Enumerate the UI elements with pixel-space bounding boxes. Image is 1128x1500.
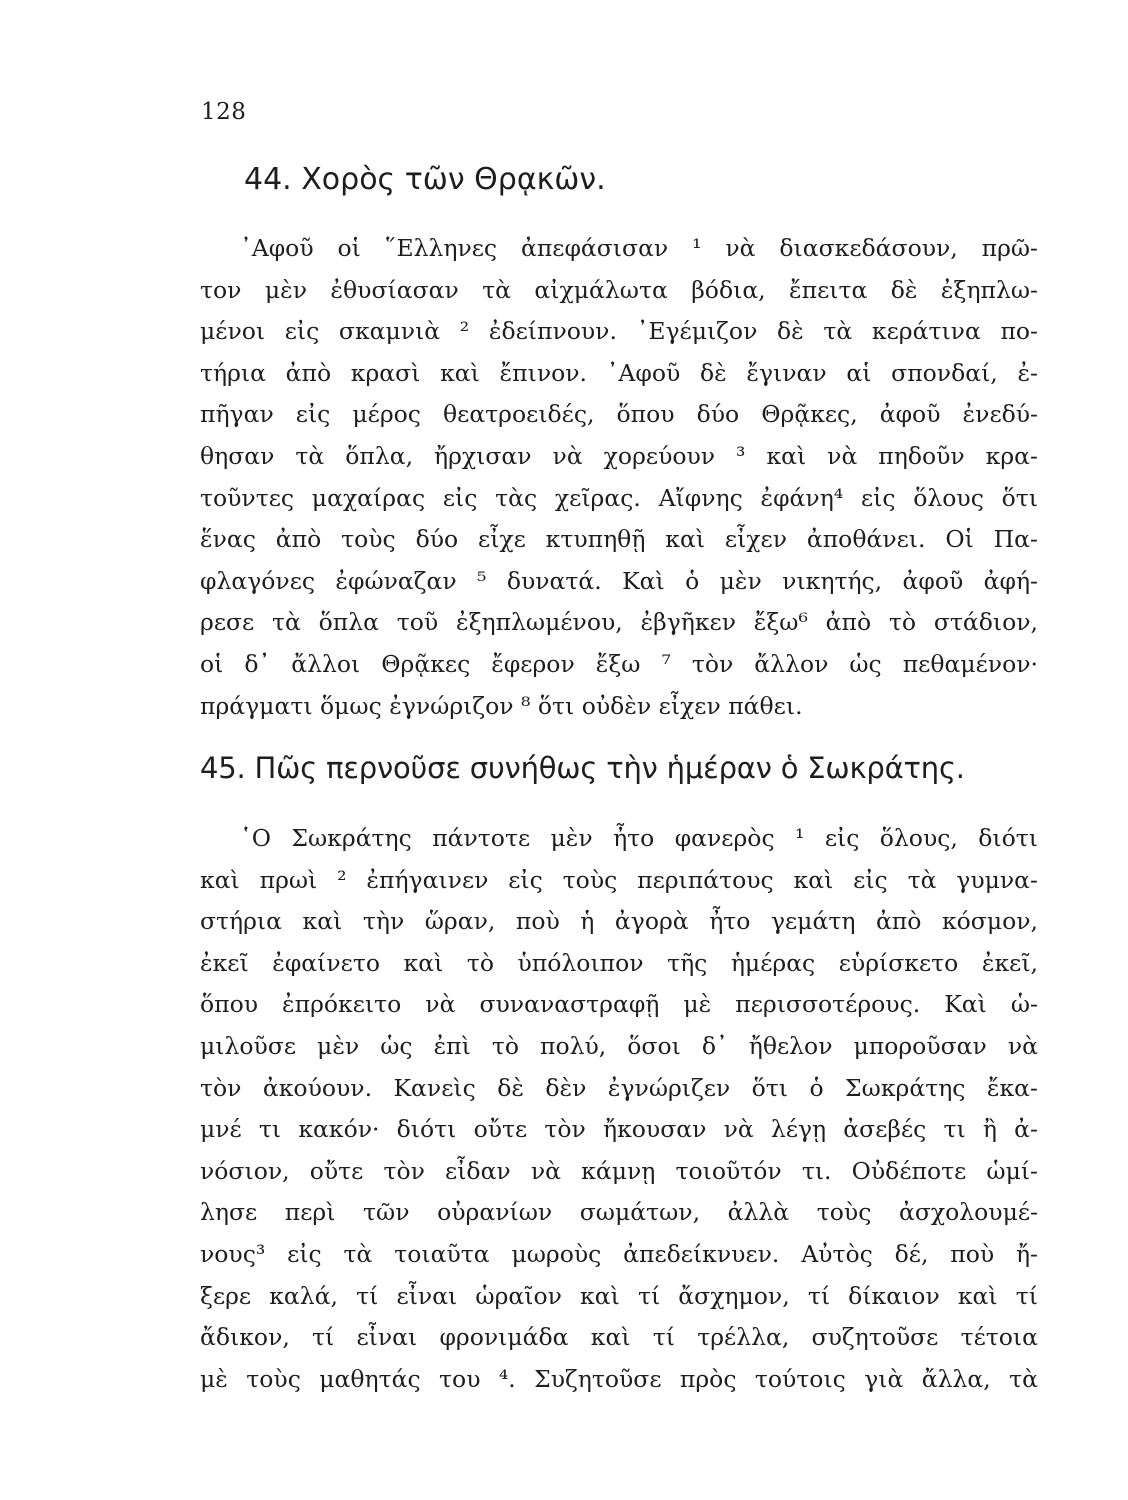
text-line: ρεσε τὰ ὅπλα τοῦ ἐξηπλωμένου, ἐβγῆκεν ἔξω⁶ ἀπὸ τὸ στάδιον, (200, 608, 1038, 637)
section-paragraph (200, 228, 1038, 727)
section-44 (200, 160, 1038, 727)
text-line: μὲ τοὺς μαθητάς του ⁴. Συζητοῦσε πρὸς τούτοις γιὰ ἄλλα, τὰ (200, 1364, 1038, 1393)
text-line: οἱ δ᾿ ἄλλοι Θρᾷκες ἔφερον ἔξω ⁷ τὸν ἄλλον ὡς πεθαμένον· (200, 649, 1038, 678)
text-line: ἕνας ἀπὸ τοὺς δύο εἶχε κτυπηθῇ καὶ εἶχεν ἀποθάνει. Οἱ Πα- (200, 525, 1038, 554)
text-line: τοῦντες μαχαίρας εἰς τὰς χεῖρας. Αἴφνης ἐφάνη⁴ εἰς ὅλους ὅτι (200, 483, 1038, 512)
text-line: πράγματι ὅμως ἐγνώριζον ⁸ ὅτι οὐδὲν εἶχεν πάθει. (200, 691, 803, 720)
text-line: ἄδικον, τί εἶναι φρονιμάδα καὶ τί τρέλλα, συζητοῦσε τέτοια (200, 1323, 1038, 1352)
text-line: ἐκεῖ ἐφαίνετο καὶ τὸ ὑπόλοιπον τῆς ἡμέρας εὑρίσκετο ἐκεῖ, (200, 948, 1038, 977)
text-line: μένοι εἰς σκαμνιὰ ² ἐδείπνουν. ᾿Εγέμιζον δὲ τὰ κεράτινα πο- (200, 317, 1038, 346)
section-45 (200, 748, 1038, 1400)
text-line: ξερε καλά, τί εἶναι ὡραῖον καὶ τί ἄσχημον, τί δίκαιον καὶ τί (200, 1281, 1038, 1310)
text-line: τὸν ἀκούουν. Κανεὶς δὲ δὲν ἐγνώριζεν ὅτι ὁ Σωκράτης ἔκα- (200, 1073, 1038, 1102)
text-line: καὶ πρωὶ ² ἐπήγαινεν εἰς τοὺς περιπάτους καὶ εἰς τὰ γυμνα- (200, 865, 1038, 894)
text-line: ὅπου ἐπρόκειτο νὰ συναναστραφῇ μὲ περισσοτέρους. Καὶ ὡ- (200, 990, 1038, 1019)
section-title: 45. Πῶς περνοῦσε συνήθως τὴν ἡμέραν ὁ Σωκράτης. (200, 751, 965, 785)
text-line: τήρια ἀπὸ κρασὶ καὶ ἔπινον. ᾿Αφοῦ δὲ ἔγιναν αἱ σπονδαί, ἐ- (200, 358, 1038, 387)
text-line: ῾Ο Σωκράτης πάντοτε μὲν ἦτο φανερὸς ¹ εἰς ὅλους, διότι (240, 824, 1038, 852)
text-line: μνέ τι κακόν· διότι οὔτε τὸν ἤκουσαν νὰ λέγῃ ἀσεβές τι ἢ ἀ- (200, 1115, 1038, 1144)
text-line: ᾿Αφοῦ οἱ ῞Ελληνες ἀπεφάσισαν ¹ νὰ διασκεδάσουν, πρῶ- (240, 234, 1038, 262)
section-paragraph (200, 818, 1038, 1400)
page-number: 128 (201, 99, 247, 125)
text-line: θησαν τὰ ὅπλα, ἤρχισαν νὰ χορεύουν ³ καὶ νὰ πηδοῦν κρα- (200, 441, 1038, 470)
text-line: φλαγόνες ἐφώναζαν ⁵ δυνατά. Καὶ ὁ μὲν νικητής, ἀφοῦ ἀφή- (200, 566, 1038, 595)
text-line: στήρια καὶ τὴν ὥραν, ποὺ ἡ ἀγορὰ ἦτο γεμάτη ἀπὸ κόσμον, (200, 907, 1038, 936)
text-line: πῆγαν εἰς μέρος θεατροειδές, ὅπου δύο Θρᾷκες, ἀφοῦ ἐνεδύ- (200, 400, 1038, 429)
section-title: 44. Χορὸς τῶν Θρᾳκῶν. (244, 162, 606, 197)
text-line: μιλοῦσε μὲν ὡς ἐπὶ τὸ πολύ, ὅσοι δ᾿ ἤθελον μποροῦσαν νὰ (200, 1031, 1038, 1060)
text-line: τον μὲν ἐθυσίασαν τὰ αἰχμάλωτα βόδια, ἔπειτα δὲ ἐξηπλω- (200, 275, 1038, 304)
text-line: νους³ εἰς τὰ τοιαῦτα μωροὺς ἀπεδείκνυεν. Αὐτὸς δέ, ποὺ ἤ- (200, 1239, 1038, 1268)
text-line: λησε περὶ τῶν οὐρανίων σωμάτων, ἀλλὰ τοὺς ἀσχολουμέ- (200, 1198, 1038, 1227)
text-line: νόσιον, οὔτε τὸν εἶδαν νὰ κάμνῃ τοιοῦτόν τι. Οὐδέποτε ὡμί- (200, 1156, 1038, 1185)
